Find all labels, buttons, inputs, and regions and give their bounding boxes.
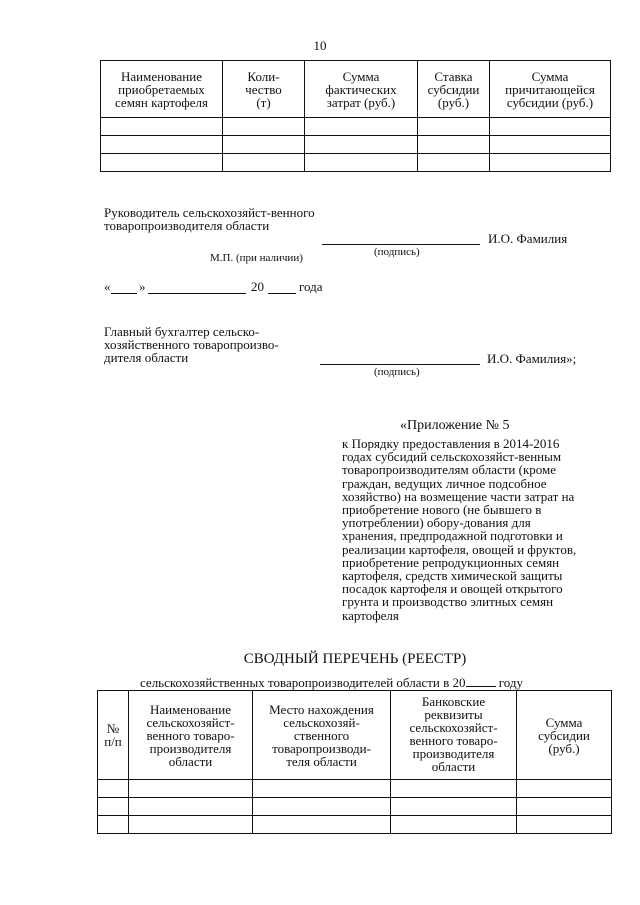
header-seed-name: Наименование приобретаемых семян картофеля [101, 61, 223, 118]
date-year-prefix: 20 [251, 279, 264, 294]
registry-title: СВОДНЫЙ ПЕРЕЧЕНЬ (РЕЕСТР) [243, 651, 467, 667]
header-subsidy-rate: Ставка субсидии (руб.) [418, 61, 490, 118]
header-actual-costs: Сумма фактических затрат (руб.) [305, 61, 418, 118]
annex-title: «Приложение № 5 [400, 418, 510, 433]
head-role-text: Руководитель сельскохозяйст-венного товаропроизводителя области [104, 205, 315, 233]
registry-subtitle-end: году [498, 675, 524, 690]
table-row [101, 154, 611, 172]
registry-table [97, 690, 612, 834]
registry-subtitle [140, 675, 585, 691]
table-row [101, 118, 611, 136]
table-row [98, 798, 612, 816]
table-header-row [101, 61, 611, 118]
page-number: 10 [313, 38, 327, 53]
date-month-line [148, 293, 246, 294]
header-quantity: Коли-чество (т) [223, 61, 305, 118]
header-row-number: № п/п [98, 691, 129, 780]
head-signature-caption: (подпись) [374, 246, 420, 258]
table-header-row [98, 691, 612, 780]
date-day-line [111, 293, 137, 294]
annex-body: к Порядку предоставления в 2014-2016 годах субсидий сельскохозяйст-венным товаропроизводителям области (кроме граждан, ведущих личное подсобное хозяйство) на возмещение части затрат на приобретение нового (не бывшего в употреблении) обору-дования для хранения, предпродажной подготовки и реализации картофеля, овощей и фруктов, приобретение репродукционных семян картофеля, средств химической защиты посадок картофеля и овощей открытого грунта и производство элитных семян картофеля [342, 436, 577, 623]
head-signature-line [322, 244, 480, 245]
header-producer-location: Место нахождения сельскохозяй-ственного товаропроизводи-теля области [253, 691, 391, 780]
accountant-name-text: И.О. Фамилия»; [487, 351, 577, 366]
table-row [98, 816, 612, 834]
accountant-role-text: Главный бухгалтер сельско-хозяйственного товаропроизво-дителя области [104, 324, 279, 365]
date-year-suffix: года [299, 279, 323, 294]
head-name-text: И.О. Фамилия [488, 231, 568, 246]
table-row [101, 136, 611, 154]
date-close-quote: » [139, 279, 146, 294]
date-open-quote: « [104, 279, 111, 294]
table-row [98, 780, 612, 798]
date-year-line [268, 293, 296, 294]
accountant-signature-line [320, 364, 480, 365]
header-producer-name: Наименование сельскохозяйст-венного товаро-производителя области [129, 691, 253, 780]
accountant-signature-caption: (подпись) [374, 366, 420, 378]
header-bank-details: Банковские реквизиты сельскохозяйст-венного товаро-производителя области [391, 691, 517, 780]
header-subsidy-amount: Сумма субсидии (руб.) [517, 691, 612, 780]
registry-year-line [466, 676, 496, 687]
stamp-note: М.П. (при наличии) [210, 252, 303, 264]
seed-subsidy-table [100, 60, 611, 172]
header-subsidy-due: Сумма причитающейся субсидии (руб.) [490, 61, 611, 118]
registry-subtitle-start: сельскохозяйственных товаропроизводителей области в 20 [140, 675, 466, 690]
